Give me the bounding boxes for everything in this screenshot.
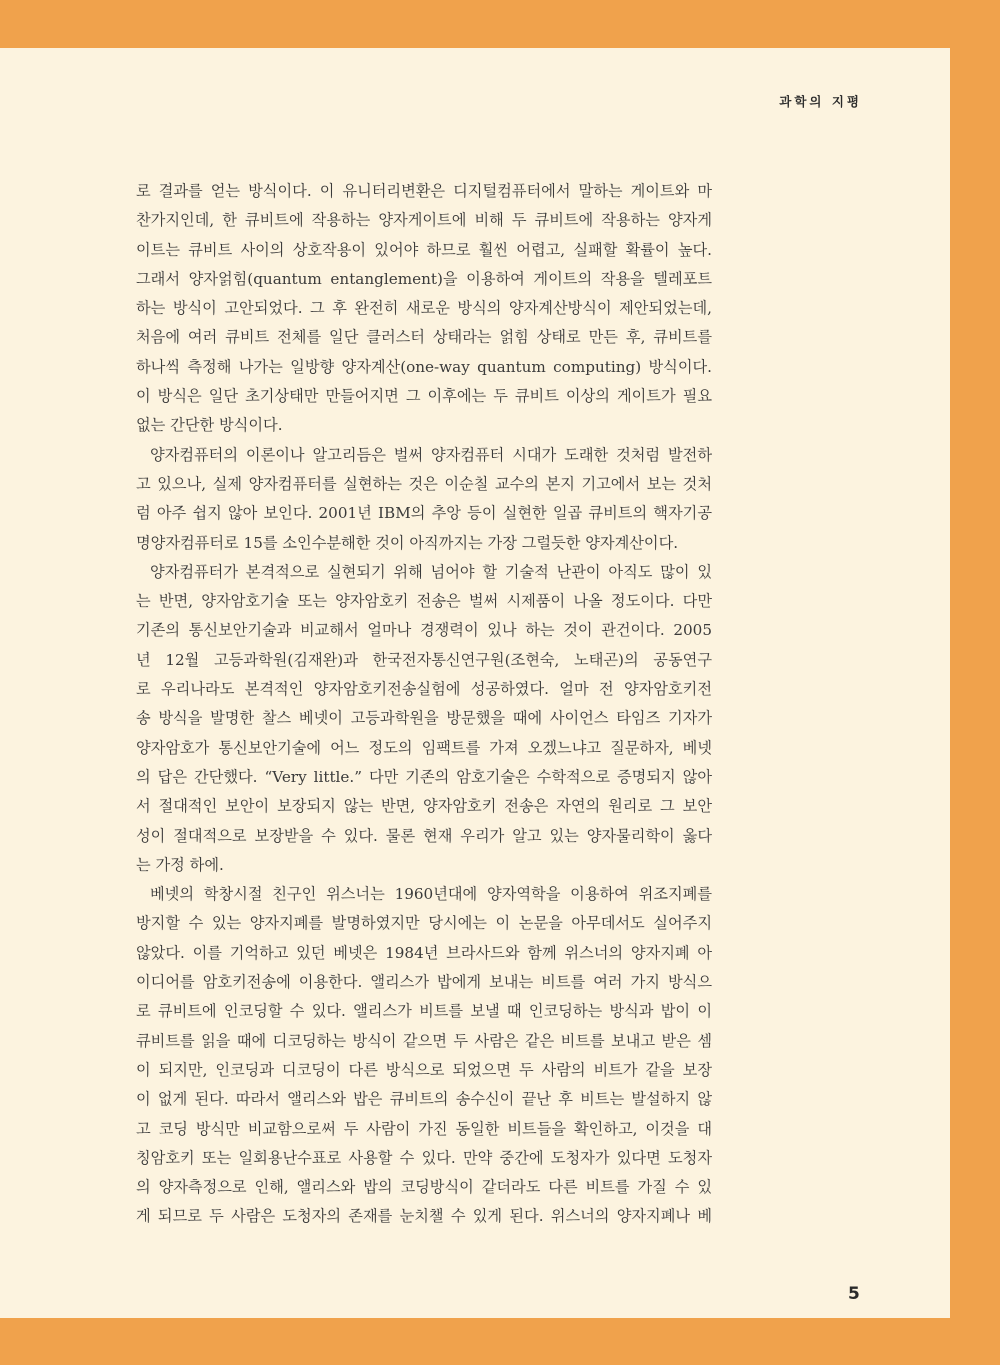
- text-line: 럼 아주 쉽지 않아 보인다. 2001년 IBM의 추앙 등이 실현한 일곱 큐비트의 핵자기공: [136, 504, 712, 523]
- section-title: 과학의 지평: [779, 94, 862, 109]
- text-line: 년 12월 고등과학원(김재완)과 한국전자통신연구원(조현숙, 노태곤)의 공동연구: [136, 650, 712, 669]
- text-line: 큐비트를 읽을 때에 디코딩하는 방식이 같으면 두 사람은 같은 비트를 보내고 받은 셈: [136, 1031, 712, 1050]
- text-line: 하는 방식이 고안되었다. 그 후 완전히 새로운 방식의 양자계산방식이 제안되었는데,: [136, 299, 712, 318]
- paragraph: [136, 558, 712, 880]
- text-line: 이 없게 된다. 따라서 앨리스와 밥은 큐비트의 송수신이 끝난 후 비트는 발설하지 않: [136, 1090, 712, 1109]
- text-line: 베넷의 학창시절 친구인 위스너는 1960년대에 양자역학을 이용하여 위조지폐를: [150, 885, 712, 904]
- text-line: 양자컴퓨터가 본격적으로 실현되기 위해 넘어야 할 기술적 난관이 아직도 많이 있: [150, 562, 712, 581]
- text-line: 이 되지만, 인코딩과 디코딩이 다른 방식으로 되었으면 두 사람의 비트가 같을 보장: [136, 1060, 712, 1079]
- text-line: 로 우리나라도 본격적인 양자암호키전송실험에 성공하였다. 얼마 전 양자암호키전: [136, 680, 712, 699]
- text-line: 성이 절대적으로 보장받을 수 있다. 물론 현재 우리가 알고 있는 양자물리학이 옳다: [136, 826, 712, 845]
- text-line: 의 양자측정으로 인해, 앨리스와 밥의 코딩방식이 같더라도 다른 비트를 가질 수 있: [136, 1178, 712, 1197]
- text-line: 이 방식은 일단 초기상태만 만들어지면 그 이후에는 두 큐비트 이상의 게이트가 필요: [136, 387, 712, 406]
- text-line: 송 방식을 발명한 찰스 베넷이 고등과학원을 방문했을 때에 사이언스 타임즈 기자가: [136, 709, 712, 728]
- paragraph: [136, 177, 712, 441]
- text-line: 이디어를 암호키전송에 이용한다. 앨리스가 밥에게 보내는 비트를 여러 가지 방식으: [136, 973, 712, 992]
- text-line: 기존의 통신보안기술과 비교해서 얼마나 경쟁력이 있나 하는 것이 관건이다. 2005: [136, 621, 712, 640]
- paragraph: [136, 880, 712, 1232]
- text-line: 로 결과를 얻는 방식이다. 이 유니터리변환은 디지털컴퓨터에서 말하는 게이트와 마: [136, 182, 712, 200]
- text-line: 않았다. 이를 기억하고 있던 베넷은 1984년 브라사드와 함께 위스너의 양자지폐 아: [136, 943, 712, 962]
- text-line: 고 있으나, 실제 양자컴퓨터를 실현하는 것은 이순칠 교수의 본지 기고에서 보는 것처: [136, 474, 712, 493]
- text-line: 양자암호가 통신보안기술에 어느 정도의 임팩트를 가져 오겠느냐고 질문하자, 베넷: [136, 738, 712, 757]
- text-line: 하나씩 측정해 나가는 일방향 양자계산(one-way quantum computing) 방식이다.: [136, 357, 712, 376]
- text-line: 고 코딩 방식만 비교함으로써 두 사람이 가진 동일한 비트들을 확인하고, 이것을 대: [136, 1119, 712, 1138]
- text-line: 는 가정 하에.: [136, 855, 224, 874]
- paragraph: [136, 441, 712, 558]
- text-line: 칭암호키 또는 일회용난수표로 사용할 수 있다. 만약 중간에 도청자가 있다면 도청자: [136, 1148, 712, 1167]
- text-line: 게 되므로 두 사람은 도청자의 존재를 눈치챌 수 있게 된다. 위스너의 양자지폐나 베: [136, 1207, 712, 1226]
- text-line: 의 답은 간단했다. “Very little.” 다만 기존의 암호기술은 수학적으로 증명되지 않아: [136, 767, 712, 786]
- text-line: 는 반면, 양자암호기술 또는 양자암호키 전송은 벌써 시제품이 나올 정도이다. 다만: [136, 592, 712, 611]
- text-line: 서 절대적인 보안이 보장되지 않는 반면, 양자암호키 전송은 자연의 원리로 그 보안: [136, 797, 712, 816]
- text-line: 이트는 큐비트 사이의 상호작용이 있어야 하므로 훨씬 어렵고, 실패할 확률이 높다.: [136, 240, 712, 259]
- text-line: 없는 간단한 방식이다.: [136, 416, 283, 435]
- text-line: 그래서 양자얽힘(quantum entanglement)을 이용하여 게이트의 작용을 텔레포트: [136, 269, 712, 288]
- text-line: 방지할 수 있는 양자지폐를 발명하였지만 당시에는 이 논문을 아무데서도 실어주지: [136, 914, 712, 933]
- article-body: [136, 177, 712, 1232]
- text-line: 명양자컴퓨터로 15를 소인수분해한 것이 아직까지는 가장 그럴듯한 양자계산이다.: [136, 533, 679, 552]
- text-line: 처음에 여러 큐비트 전체를 일단 클러스터 상태라는 얽힘 상태로 만든 후, 큐비트를: [136, 328, 712, 347]
- page-number: 5: [848, 1284, 860, 1304]
- text-line: 로 큐비트에 인코딩할 수 있다. 앨리스가 비트를 보낼 때 인코딩하는 방식과 밥이 이: [136, 1002, 712, 1021]
- text-line: 찬가지인데, 한 큐비트에 작용하는 양자게이트에 비해 두 큐비트에 작용하는 양자게: [136, 211, 712, 230]
- page-sheet: [0, 48, 950, 1318]
- text-line: 양자컴퓨터의 이론이나 알고리듬은 벌써 양자컴퓨터 시대가 도래한 것처럼 발전하: [150, 445, 712, 464]
